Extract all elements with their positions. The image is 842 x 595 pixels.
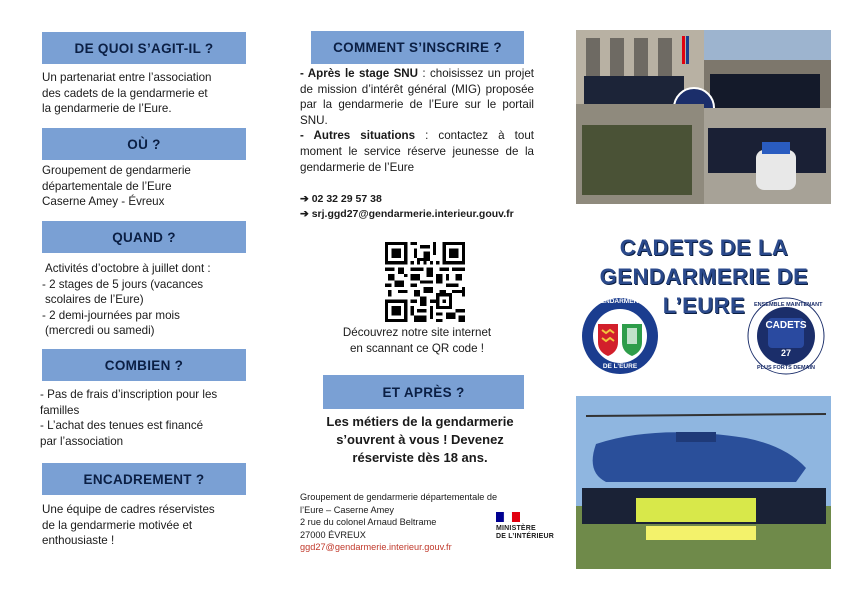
photo-helicopter-group — [576, 396, 831, 569]
section-heading-combien: COMBIEN ? — [42, 349, 246, 381]
title-line: CADETS DE LA — [619, 235, 789, 260]
text-line: la gendarmerie de l’Eure. — [42, 102, 172, 116]
section-heading-quand: QUAND ? — [42, 221, 246, 253]
section-heading-encadrement: ENCADREMENT ? — [42, 463, 246, 495]
text-line: par l’association — [40, 434, 124, 448]
photo-cadets-building — [576, 30, 831, 204]
badge-right-bottom-text: PLUS FORTS DEMAIN — [756, 365, 816, 371]
text-line: 2 rue du colonel Arnaud Beltrame — [300, 517, 437, 527]
section-text-combien — [40, 387, 260, 449]
text-line: Découvrez notre site internet — [342, 326, 492, 339]
title-line: L’EURE — [662, 293, 746, 318]
ministry-name-line: MINISTÈRE — [496, 525, 536, 532]
text-line: Les métiers de la gendarmerie — [326, 414, 514, 429]
section-text-encadrement — [42, 502, 257, 549]
text-line: 27000 ÉVREUX — [300, 529, 366, 540]
contact-block — [300, 192, 540, 222]
photo-collage-image — [576, 30, 831, 204]
phone-number[interactable]: 02 32 29 57 38 — [311, 193, 382, 205]
badge-left-top-text: GENDARMERIE — [595, 298, 645, 305]
after-snu-paragraph — [300, 66, 534, 128]
text-line: Un partenariat entre l’association — [42, 71, 212, 84]
qr-code-icon[interactable] — [385, 242, 465, 322]
section-heading-ou: OÙ ? — [42, 128, 246, 160]
email-address[interactable]: srj.ggd27@gendarmerie.interieur.gouv.fr — [311, 208, 514, 220]
section-text-ou — [42, 163, 257, 210]
section-heading-apres: ET APRÈS ? — [323, 375, 524, 409]
section-heading-quoi: DE QUOI S’AGIT-IL ? — [42, 32, 246, 64]
text-line: Une équipe de cadres réservistes — [42, 503, 215, 516]
cadets-gendarmerie-badge-icon — [746, 296, 826, 376]
text-line: familles — [40, 403, 80, 417]
ministry-logo — [494, 512, 554, 556]
badge-right-mid-text: CADETS — [765, 320, 807, 331]
address-email[interactable]: ggd27@gendarmerie.interieur.gouv.fr — [300, 542, 452, 552]
autres-text: : contactez à tout moment le service réserve jeunesse de la gendarmerie de l’Eure — [300, 129, 534, 174]
autres-paragraph — [300, 128, 534, 175]
marianne-icon — [496, 512, 522, 522]
text-line: Activités d’octobre à juillet dont : — [45, 262, 211, 275]
title-line: GENDARMERIE DE — [599, 264, 809, 289]
text-line: - 2 stages de 5 jours (vacances — [42, 277, 204, 291]
text-line: en scannant ce QR code ! — [349, 341, 485, 355]
text-line: Groupement de gendarmerie départementale de — [300, 492, 498, 502]
text-line: enthousiaste ! — [42, 534, 115, 548]
after-snu-label: - Après le stage SNU — [300, 67, 419, 80]
text-line: départementale de l’Eure — [42, 179, 172, 193]
text-line: - 2 demi-journées par mois — [42, 308, 180, 322]
badge-right-number: 27 — [780, 348, 791, 358]
phone-line[interactable] — [300, 192, 540, 207]
after-snu-text: : choisissez un projet de mission d’intérêt général (MIG) proposée par la gendarmerie de l’Eure sur le portail SNU. — [300, 67, 534, 127]
text-line: l’Eure – Caserne Amey — [300, 504, 394, 515]
text-line: de la gendarmerie motivée et — [42, 518, 193, 532]
section-heading-inscrire: COMMENT S’INSCRIRE ? — [311, 31, 524, 64]
arrow-right-icon: ➔ — [300, 208, 312, 220]
text-line: Caserne Amey - Évreux — [42, 195, 165, 209]
ministry-name-line: DE L’INTÉRIEUR — [496, 533, 555, 540]
email-line[interactable] — [300, 207, 540, 222]
text-line: réserviste dès 18 ans. — [352, 450, 488, 465]
section-text-quoi — [42, 70, 257, 117]
text-line: s’ouvrent à vous ! Devenez — [336, 432, 504, 447]
inscription-text — [300, 66, 534, 175]
apres-text — [300, 413, 540, 467]
qr-caption — [300, 325, 534, 356]
text-line: des cadets de la gendarmerie et — [42, 86, 208, 100]
section-text-quand — [42, 261, 260, 339]
helicopter-image — [576, 396, 831, 569]
text-line: scolaires de l’Eure) — [45, 293, 144, 307]
text-line: (mercredi ou samedi) — [45, 324, 155, 338]
text-line: - L’achat des tenues est financé — [40, 419, 204, 433]
text-line: - Pas de frais d’inscription pour les — [40, 388, 218, 401]
text-line: Groupement de gendarmerie — [42, 164, 191, 177]
badge-right-top-text: ENSEMBLE MAINTENANT — [754, 302, 823, 308]
autres-label: - Autres situations — [300, 129, 416, 143]
arrow-right-icon: ➔ — [300, 193, 312, 205]
badge-left-bottom-text: DE L’EURE — [602, 363, 638, 370]
